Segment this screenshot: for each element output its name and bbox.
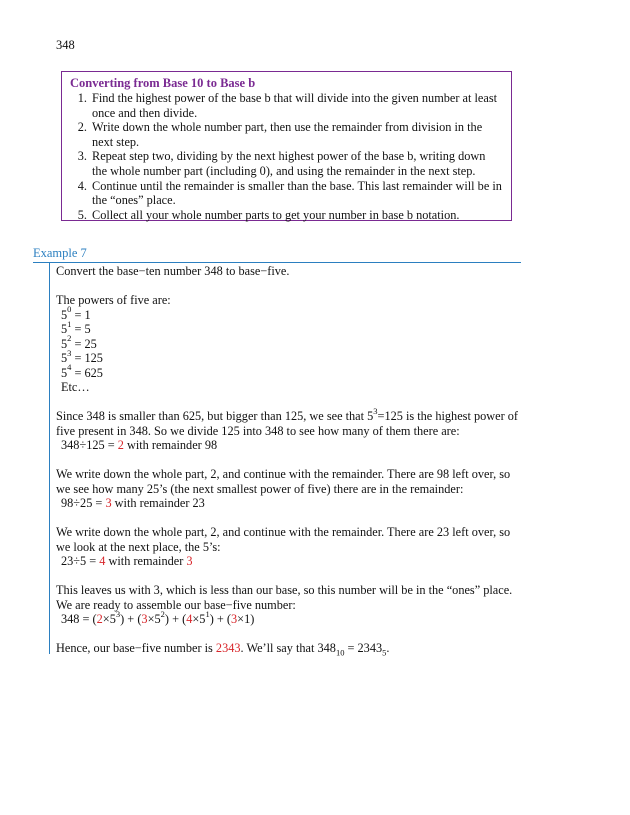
example-body xyxy=(56,264,526,656)
procedure-step: 4. Continue until the remainder is smaller than the base. This last remainder will be in the “ones” place. xyxy=(90,179,503,208)
assembly-equation: $348 = (2\times 5^3) + (3\times 5^2) + (4\times 5^1) + (3\times 1)$ xyxy=(61,608,255,626)
procedure-step: 3. Repeat step two, dividing by the next highest power of the base b, writing down the whole number part (including 0), and using the remainder in the next step. xyxy=(90,149,503,178)
procedure-step: 5. Collect all your whole number parts to get your number in base b notation. xyxy=(90,208,503,223)
page-number: 348 xyxy=(56,38,75,52)
explanation-paragraph: Since 348 is smaller than 625, but bigger than 125, we see that $5^3=125$ is the highest power of five present in 348. So we divide 125 into 348 to see how many of them there are: xyxy=(56,405,518,438)
power-line: $5^3 = 125$ xyxy=(61,347,103,365)
division-step: 23÷5 = 4 with remainder 3 xyxy=(61,554,193,568)
powers-intro: The powers of five are: xyxy=(56,293,171,307)
power-line: $5^4 = 625$ xyxy=(61,362,103,380)
division-step: 348÷125 = 2 with remainder 98 xyxy=(61,438,218,452)
power-line: $5^0 = 1$ xyxy=(61,304,91,322)
explanation-paragraph: We write down the whole part, 2, and continue with the remainder. There are 23 left over, so we look at the next place, the 5’s: xyxy=(56,525,511,554)
example-side-rule xyxy=(49,262,50,654)
example-divider xyxy=(33,262,521,263)
procedure-title: Converting from Base 10 to Base b xyxy=(70,76,256,90)
conclusion: Hence, our base−five number is 2343. We’ll say that $348_{10} = 2343_5$. xyxy=(56,641,390,658)
power-line: $5^1 = 5$ xyxy=(61,318,91,336)
explanation-paragraph: This leaves us with 3, which is less than our base, so this number will be in the “ones” place. We are ready to assemble our base−five number: xyxy=(56,583,513,612)
procedure-box xyxy=(61,71,512,221)
explanation-paragraph: We write down the whole part, 2, and continue with the remainder. There are 98 left over, so we see how many 25’s (the next smallest power of five) there are in the remainder: xyxy=(56,467,511,496)
procedure-step: 1. Find the highest power of the base b that will divide into the given number at least once and then divide. xyxy=(90,91,503,120)
example-label: Example 7 xyxy=(33,246,87,260)
procedure-step: 2. Write down the whole number part, then use the remainder from division in the next step. xyxy=(90,120,503,149)
procedure-steps xyxy=(70,91,503,222)
powers-etc: Etc… xyxy=(61,380,90,394)
example-prompt: Convert the base−ten number 348 to base−five. xyxy=(56,264,290,278)
division-step: 98÷25 = 3 with remainder 23 xyxy=(61,496,205,510)
power-line: $5^2 = 25$ xyxy=(61,333,97,351)
